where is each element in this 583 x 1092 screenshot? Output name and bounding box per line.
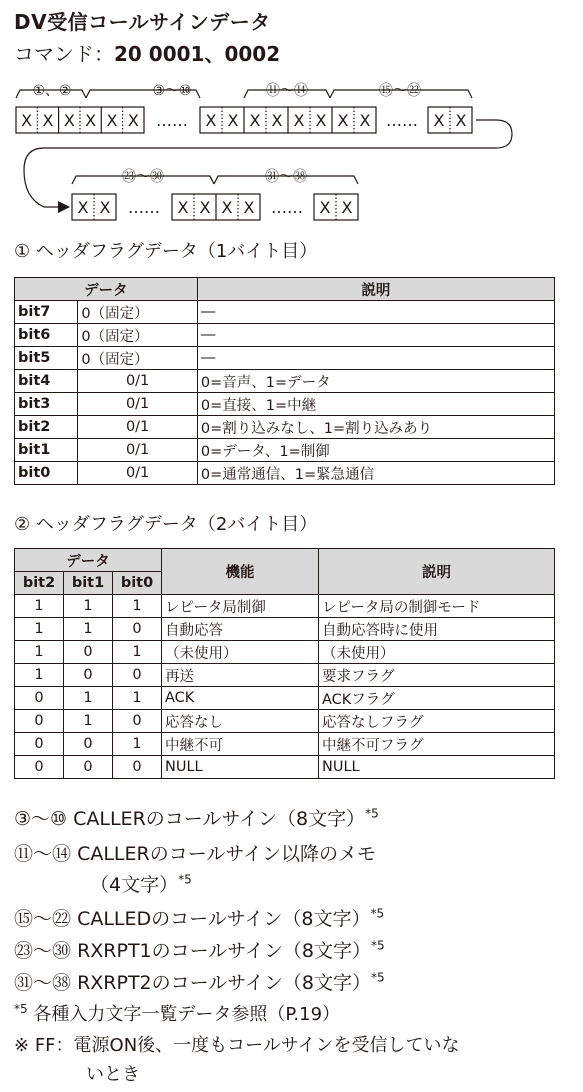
cell-x: X (315, 111, 327, 130)
table-row: 1 1 0 自動応答 自動応答時に使用 (15, 618, 555, 641)
cell-x: X (177, 198, 189, 217)
header-flag-byte2-table (14, 548, 555, 779)
header-flag-byte1-table (14, 277, 555, 485)
table-row: 0 0 1 中継不可 中継不可フラグ (15, 733, 555, 756)
page-title: DV受信コールサインデータ (14, 10, 271, 34)
col-header-bit1: bit1 (64, 572, 113, 595)
col-header-bit0: bit0 (113, 572, 162, 595)
col-header-data: データ (15, 278, 198, 301)
table-row: 1 1 1 レピータ局制御 レピータ局の制御モード (15, 595, 555, 618)
table-row: 0 1 0 応答なし 応答なしフラグ (15, 710, 555, 733)
cell-x: X (199, 198, 211, 217)
cell-x: X (21, 111, 33, 130)
cell-x: X (337, 111, 349, 130)
table-row: bit0 0/1 0=通常通信、1=緊急通信 (15, 462, 555, 485)
bracket-label: ⑪〜⑭ (266, 83, 308, 99)
cell-x: X (106, 111, 118, 130)
arrow-head-icon (58, 201, 70, 213)
table-row: bit1 0/1 0=データ、1=制御 (15, 439, 555, 462)
note-item: ㉛〜㊳ RXRPT2のコールサイン（8文字）$^{*5}$ (14, 970, 385, 994)
section1-title: ① ヘッダフラグデータ（1バイト目） (14, 241, 318, 262)
col-header-bit2: bit2 (15, 572, 64, 595)
cell-x: X (293, 111, 305, 130)
col-header-data: データ (15, 549, 162, 572)
table-row: 1 0 1 （未使用） （未使用） (15, 641, 555, 664)
cell-x: X (227, 111, 239, 130)
table-row: bit2 0/1 0=割り込みなし、1=割り込みあり (15, 416, 555, 439)
table-row: bit7 0（固定） ― (15, 301, 555, 324)
section2-title: ② ヘッダフラグデータ（2バイト目） (14, 514, 318, 535)
ellipsis: …… (156, 111, 188, 130)
table-row: 0 0 0 NULL NULL (15, 756, 555, 779)
command-label: コマンド： (14, 42, 114, 66)
bracket-label: ㉓〜㉚ (122, 169, 164, 185)
cell-x: X (221, 198, 233, 217)
cell-x: X (359, 111, 371, 130)
frame-diagram (0, 70, 583, 232)
cell-x: X (99, 198, 111, 217)
ellipsis: …… (271, 198, 303, 217)
ff-note-continuation: いとき (86, 1064, 140, 1085)
command-codes: 20 0001、0002 (114, 42, 281, 66)
note-item-continuation: （4文字）$^{*5}$ (90, 872, 192, 896)
cell-x: X (85, 111, 97, 130)
cell-x: X (341, 198, 353, 217)
table-row: 0 1 1 ACK ACKフラグ (15, 687, 555, 710)
note-item: ⑮〜㉒ CALLEDのコールサイン（8文字）$^{*5}$ (14, 906, 385, 930)
cell-x: X (271, 111, 283, 130)
command-line (14, 38, 280, 67)
ellipsis: …… (386, 111, 418, 130)
note-item: ③〜⑩ CALLERのコールサイン（8文字）$^{*5}$ (14, 806, 379, 830)
cell-x: X (455, 111, 467, 130)
ff-note: ※ FF：電源ON後、一度もコールサインを受信していな (14, 1035, 460, 1056)
cell-x: X (433, 111, 445, 130)
note-item: ㉓〜㉚ RXRPT1のコールサイン（8文字）$^{*5}$ (14, 938, 385, 962)
footnote: $^{*5}$ 各種入力文字一覧データ参照（P.19） (14, 1002, 341, 1025)
cell-x: X (243, 198, 255, 217)
col-header-function: 機能 (162, 549, 319, 595)
bracket-label: ㉛〜㊳ (265, 169, 307, 185)
bracket-label: ①、② (32, 83, 72, 99)
cell-x: X (77, 198, 89, 217)
col-header-desc: 説明 (319, 549, 555, 595)
table-row: bit6 0（固定） ― (15, 324, 555, 347)
cell-x: X (63, 111, 75, 130)
table-row: 1 0 0 再送 要求フラグ (15, 664, 555, 687)
col-header-desc: 説明 (197, 278, 554, 301)
cell-x: X (42, 111, 54, 130)
table-row: bit5 0（固定） ― (15, 347, 555, 370)
ellipsis: …… (128, 198, 160, 217)
bracket-label: ③〜⑩ (152, 83, 192, 99)
bracket-label: ⑮〜㉒ (379, 83, 421, 99)
cell-x: X (319, 198, 331, 217)
cell-x: X (249, 111, 261, 130)
note-item: ⑪〜⑭ CALLERのコールサイン以降のメモ (14, 843, 376, 865)
table-row: bit4 0/1 0=音声、1=データ (15, 370, 555, 393)
table-row: bit3 0/1 0=直接、1=中継 (15, 393, 555, 416)
cell-x: X (205, 111, 217, 130)
cell-x: X (127, 111, 139, 130)
